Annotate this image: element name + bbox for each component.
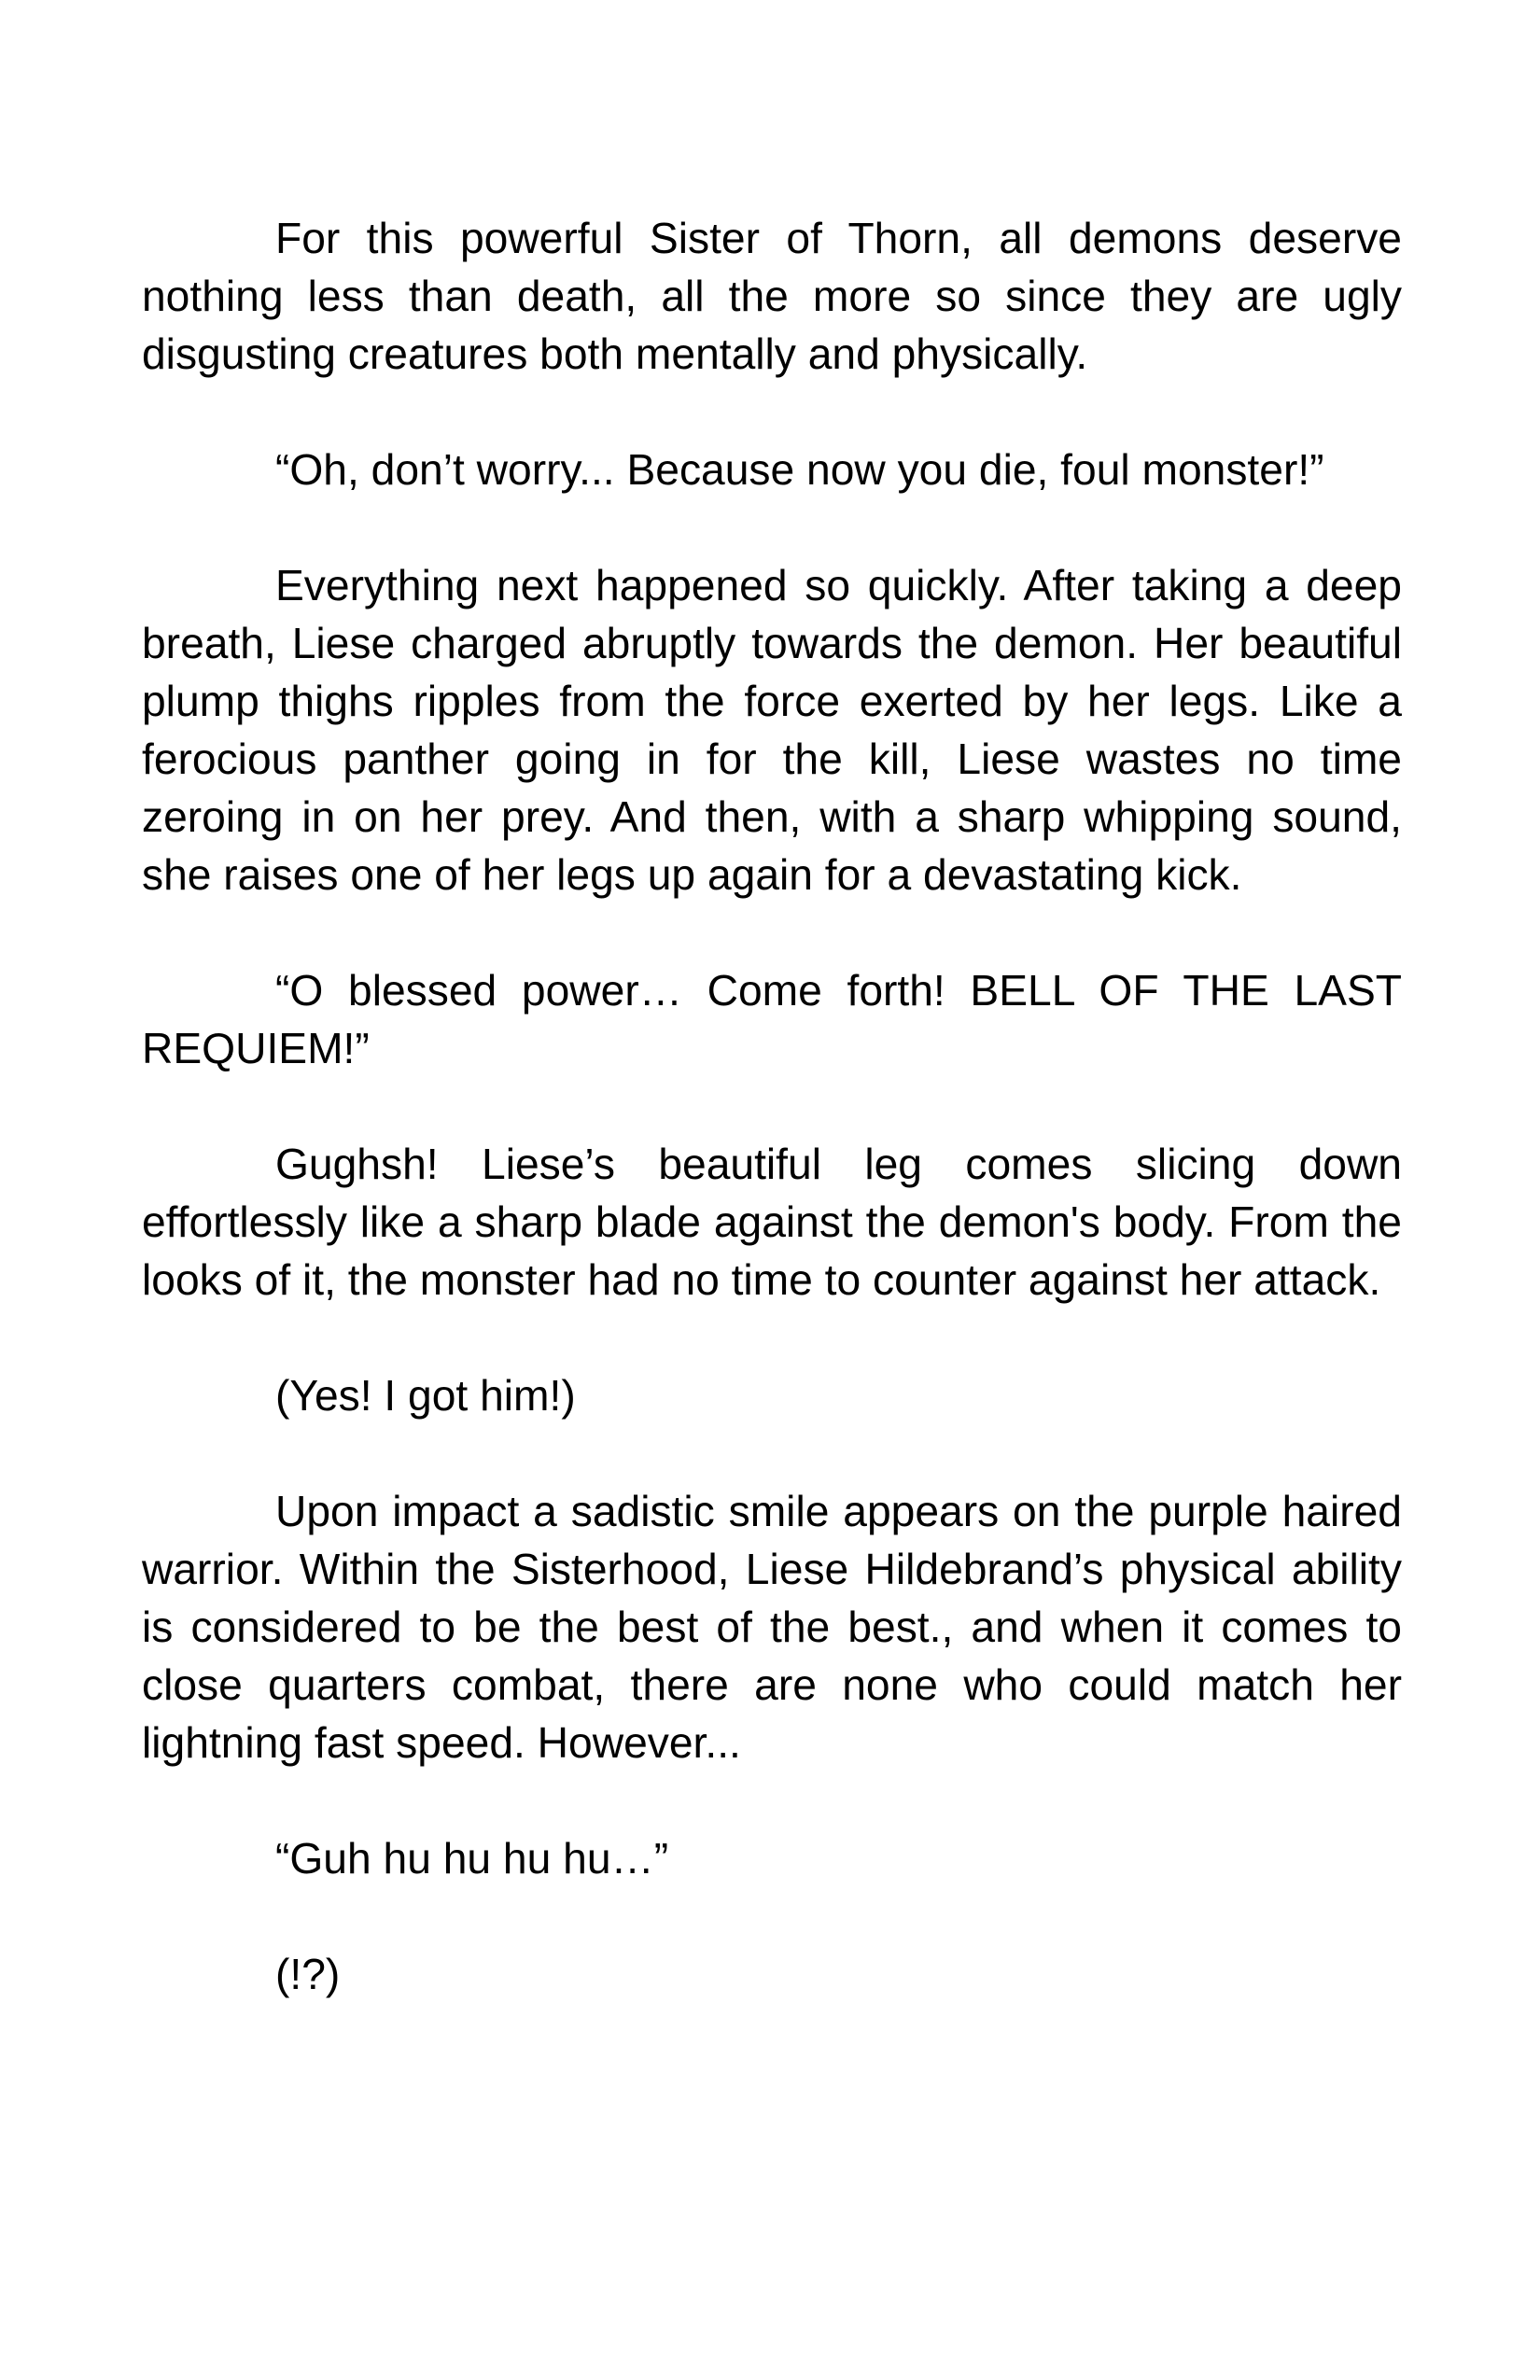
story-paragraph-5: Gughsh! Liese’s beautiful leg comes slicing down effortlessly like a sharp blade against the demon's body. From the looks of it, the monster had no time to counter against her attack. xyxy=(142,1140,1402,1304)
story-paragraph-7: Upon impact a sadistic smile appears on the purple haired warrior. Within the Sisterhood, Liese Hildebrand’s physical ability is considered to be the best of the best., and when it comes to close quarters combat, there are none who could match her lightning fast speed. However... xyxy=(142,1487,1402,1767)
story-paragraph-6: (Yes! I got him!) xyxy=(275,1371,576,1420)
story-paragraph-1: For this powerful Sister of Thorn, all demons deserve nothing less than death, all the more so since they are ugly disgusting creatures both mentally and physically. xyxy=(142,214,1402,378)
story-paragraph-2: “Oh, don’t worry... Because now you die, foul monster!” xyxy=(275,445,1324,494)
story-paragraph-3: Everything next happened so quickly. After taking a deep breath, Liese charged abruptly towards the demon. Her beautiful plump thighs ripples from the force exerted by her legs. Like a ferocious panther going in for the kill, Liese wastes no time zeroing in on her prey. And then, with a sharp whipping sound, she raises one of her legs up again for a devastating kick. xyxy=(142,561,1402,899)
story-paragraph-9: (!?) xyxy=(275,1950,341,1998)
story-paragraph-4: “O blessed power… Come forth! BELL OF THE LAST REQUIEM!” xyxy=(142,966,1402,1072)
story-paragraph-8: “Guh hu hu hu hu…” xyxy=(275,1834,669,1883)
